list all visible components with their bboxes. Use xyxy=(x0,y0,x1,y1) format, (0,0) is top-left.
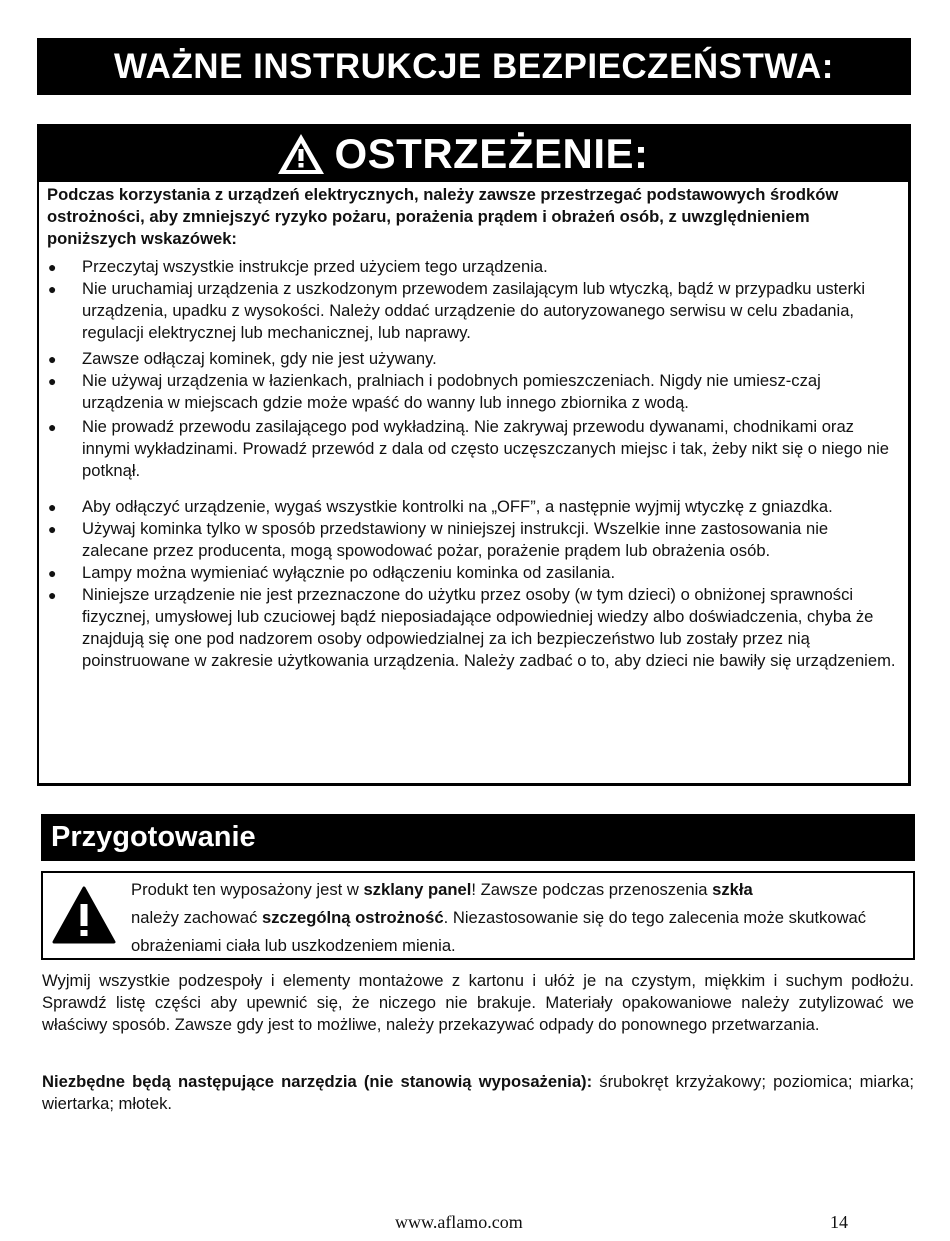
bullet-icon: ● xyxy=(48,499,57,515)
glass-caution-box xyxy=(41,871,915,960)
tools-paragraph xyxy=(42,1071,914,1115)
page-title: WAŻNE INSTRUKCJE BEZPIECZEŃSTWA: xyxy=(37,38,911,95)
emphasis: szkła xyxy=(712,880,753,899)
bullet-icon: ● xyxy=(48,565,57,581)
safety-rule: ● Niniejsze urządzenie nie jest przeznaczone do użytku przez osoby (w tym dzieci) o obniżonej sprawności fizycznej, umysłowej lub czuciowej bądź nieposiadające odpowiedniej wiedzy albo doświadczenia, chyba że znajdują się one pod nadzorem osoby odpowiedzialnej za ich bezpieczeństwo lub zostały przez nią poinstruowane w zakresie użytkowania urządzenia. Należy zadbać o to, aby dzieci nie bawiły się urządzeniem. xyxy=(48,585,896,670)
safety-rule: ● Nie używaj urządzenia w łazienkach, pralniach i podobnych pomieszczeniach. Nigdy nie umiesz-czaj urządzenia w miejscach gdzie może wpaść do wanny lub innego zbiornika z wodą. xyxy=(48,371,821,412)
safety-rule: ● Używaj kominka tylko w sposób przedstawiony w niniejszej instrukcji. Wszelkie inne zastosowania nie zalecane przez producenta, mogą spowodować pożar, porażenie prądem lub obrażenia osób. xyxy=(48,519,829,560)
tools-label: Niezbędne będą następujące narzędzia (nie stanowią wyposażenia): xyxy=(42,1072,593,1091)
safety-rule: ● Zawsze odłączaj kominek, gdy nie jest używany. xyxy=(48,349,437,368)
bullet-icon: ● xyxy=(48,259,57,275)
bullet-icon: ● xyxy=(48,351,57,367)
bullet-icon: ● xyxy=(48,281,57,297)
safety-rule: ● Przeczytaj wszystkie instrukcje przed użyciem tego urządzenia. xyxy=(48,257,548,276)
emphasis: szklany panel xyxy=(363,880,472,899)
warning-heading: OSTRZEŻENIE: xyxy=(334,130,649,177)
tools-list: śrubokręt krzyżakowy; poziomica; miarka; wiertarka; młotek. xyxy=(42,1072,914,1113)
section-heading-preparation: Przygotowanie xyxy=(41,814,915,861)
bullet-icon: ● xyxy=(48,587,57,603)
safety-rules-list xyxy=(39,256,908,672)
safety-rule: ● Nie prowadź przewodu zasilającego pod wykładziną. Nie zakrywaj przewodu dywanami, chodnikami oraz innymi wykładzinami. Prowadź przewód z dala od często uczęszczanych miejsc i tak, żeby nikt się o niego nie potknął. xyxy=(48,417,890,480)
safety-rule: ● Nie uruchamiaj urządzenia z uszkodzonym przewodem zasilającym lub wtyczką, bądź w przypadku usterki urządzenia, upadku z wysokości. Należy oddać urządzenie do autoryzowanego serwisu w celu zbadania, regulacji elektrycznej lub mechanicznej, lub naprawy. xyxy=(48,279,866,342)
bullet-icon: ● xyxy=(48,373,57,389)
bullet-icon: ● xyxy=(48,419,57,435)
page-number: 14 xyxy=(830,1212,848,1232)
caution-text: Produkt ten wyposażony jest w szklany panel! Zawsze podczas przenoszenia szkła należy zachować szczególną ostrożność. Niezastosowanie się do tego zalecenia może skutkować obrażeniami ciała lub uszkodzeniem mienia. xyxy=(131,880,867,955)
footer-url: www.aflamo.com xyxy=(395,1212,523,1232)
warning-triangle-icon xyxy=(51,885,117,945)
warning-box xyxy=(37,124,911,786)
safety-rule: ● Aby odłączyć urządzenie, wygaś wszystkie kontrolki na „OFF”, a następnie wyjmij wtyczkę z gniazdka. xyxy=(48,497,833,516)
unpacking-paragraph: Wyjmij wszystkie podzespoły i elementy montażowe z kartonu i ułóż je na czystym, miękkim i suchym podłożu. Sprawdź listę części aby upewnić się, że niczego nie brakuje. Materiały opakowaniowe należy zutylizować we właściwy sposób. Zawsze gdy jest to możliwe, należy przekazywać odpady do ponownego przetwarzania. xyxy=(42,971,914,1034)
bullet-icon: ● xyxy=(48,521,57,537)
safety-rule: ● Lampy można wymieniać wyłącznie po odłączeniu kominka od zasilania. xyxy=(48,563,616,582)
warning-header xyxy=(39,126,908,182)
warning-intro: Podczas korzystania z urządzeń elektrycznych, należy zawsze przestrzegać podstawowych środków ostrożności, aby zmniejszyć ryzyko pożaru, porażenia prądem i obrażeń osób, z uwzględnieniem poniższych wskazówek: xyxy=(47,185,839,248)
emphasis: szczególną ostrożność xyxy=(261,908,444,927)
warning-triangle-icon xyxy=(276,132,326,176)
